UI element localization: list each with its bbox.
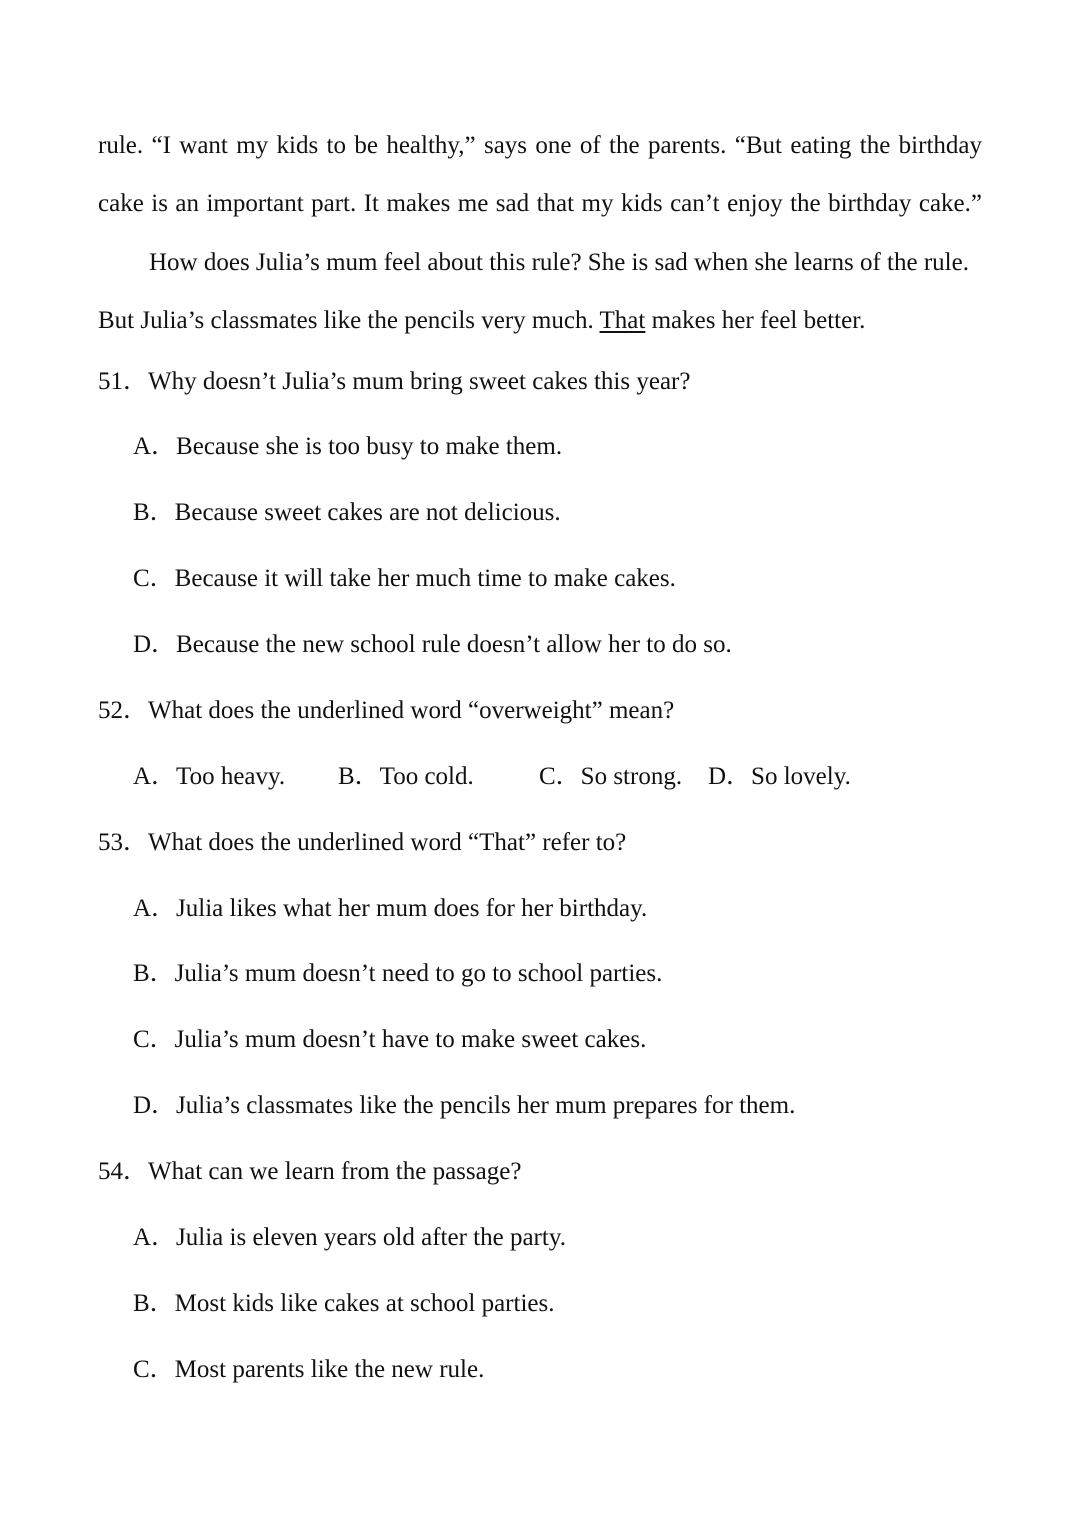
question-54-stem: 54．What can we learn from the passage?	[98, 1158, 522, 1185]
question-53-option-a[interactable]: A．Julia likes what her mum does for her birthday.	[133, 895, 648, 922]
question-51-option-a[interactable]: A．Because she is too busy to make them.	[133, 433, 563, 460]
passage-line-4-after: makes her feel better.	[645, 307, 866, 334]
passage-line-4	[98, 306, 865, 336]
underlined-word-that: That	[599, 307, 646, 334]
passage-line-1: rule. “I want my kids to be healthy,” says one of the parents. “But eating the birthday	[98, 132, 982, 159]
question-51-option-d[interactable]: D．Because the new school rule doesn’t allow her to do so.	[133, 631, 732, 658]
question-54-option-b[interactable]: B．Most kids like cakes at school parties.	[133, 1290, 555, 1317]
question-51-option-b[interactable]: B．Because sweet cakes are not delicious.	[133, 499, 561, 526]
question-51-option-c[interactable]: C．Because it will take her much time to make cakes.	[133, 565, 676, 592]
question-52-option-a[interactable]: A．Too heavy.	[133, 763, 286, 790]
question-53-stem: 53．What does the underlined word “That” refer to?	[98, 829, 627, 856]
question-52-option-c[interactable]: C．So strong.	[539, 763, 683, 790]
question-52-stem: 52．What does the underlined word “overweight” mean?	[98, 697, 675, 724]
question-52-option-d[interactable]: D．So lovely.	[708, 763, 851, 790]
question-53-option-c[interactable]: C．Julia’s mum doesn’t have to make sweet cakes.	[133, 1026, 647, 1053]
question-54-option-c[interactable]: C．Most parents like the new rule.	[133, 1356, 485, 1383]
question-53-option-d[interactable]: D．Julia’s classmates like the pencils her mum prepares for them.	[133, 1092, 796, 1119]
passage-line-4-before: But Julia’s classmates like the pencils very much.	[98, 307, 600, 334]
question-54-option-a[interactable]: A．Julia is eleven years old after the party.	[133, 1224, 566, 1251]
question-52-options-row	[133, 762, 893, 792]
question-52-option-b[interactable]: B．Too cold.	[338, 763, 474, 790]
question-53-option-b[interactable]: B．Julia’s mum doesn’t need to go to school parties.	[133, 960, 663, 987]
passage-line-3: How does Julia’s mum feel about this rule? She is sad when she learns of the rule.	[149, 249, 969, 276]
passage-line-2: cake is an important part. It makes me sad that my kids can’t enjoy the birthday cake.”	[98, 190, 982, 217]
question-51-stem: 51．Why doesn’t Julia’s mum bring sweet cakes this year?	[98, 368, 691, 395]
